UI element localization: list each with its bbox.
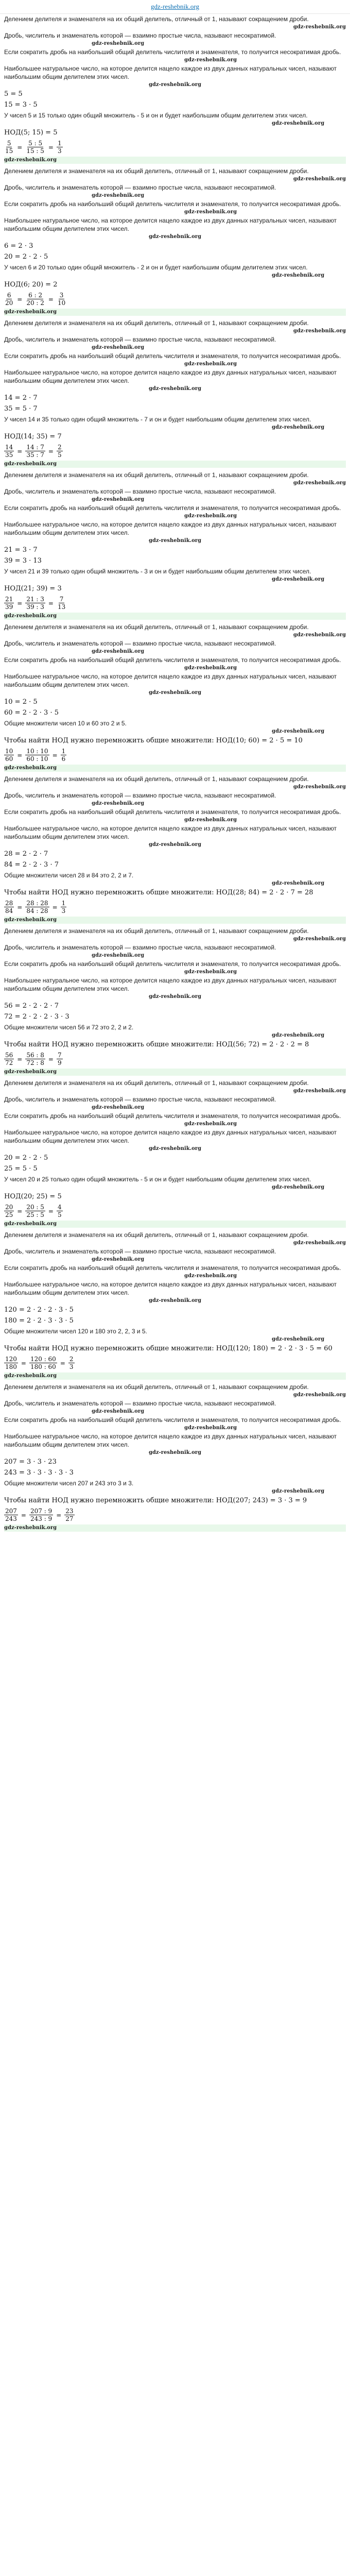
fraction xyxy=(25,140,45,155)
gcd-line: НОД(21; 39) = 3 xyxy=(4,585,62,592)
equals-sign: = xyxy=(21,1511,26,1519)
watermark-text: gdz-reshebnik.org xyxy=(184,361,237,367)
reduction-equation xyxy=(4,444,346,459)
watermark-text: gdz-reshebnik.org xyxy=(92,497,145,502)
watermark-text: gdz-reshebnik.org xyxy=(148,1146,202,1151)
definition-text: Наибольшее натуральное число, на которое делится нацело каждое из двух данных натуральных чисел, называют наибольшим общим делителем этих чисел. xyxy=(4,825,337,840)
fraction xyxy=(64,1507,74,1522)
fraction-denominator: 84 xyxy=(5,907,13,914)
watermark-text: gdz-reshebnik.org xyxy=(4,613,57,619)
highlight-strip xyxy=(4,1524,346,1532)
example-section xyxy=(4,1383,346,1532)
common-factor-note: Общие множители чисел 10 и 60 это 2 и 5. xyxy=(4,720,127,727)
common-factor-note: У чисел 21 и 39 только один общий множитель - 3 и он и будет наибольшим общим делителем этих чисел. xyxy=(4,568,311,575)
factorization-line: 28 = 2 · 2 · 7 xyxy=(4,850,48,858)
fraction-denominator: 25 xyxy=(5,1211,13,1218)
definition-text: Наибольшее натуральное число, на которое делится нацело каждое из двух данных натуральных чисел, называют наибольшим общим делителем этих чисел. xyxy=(4,977,337,992)
fraction xyxy=(25,900,49,914)
factorization-line: 21 = 3 · 7 xyxy=(4,546,38,554)
definition-text: Дробь, числитель и знаменатель которой — взаимно простые числа, называют несократимой. xyxy=(4,1400,276,1407)
definition-text: Наибольшее натуральное число, на которое делится нацело каждое из двух данных натуральных чисел, называют наибольшим общим делителем этих чисел. xyxy=(4,217,337,232)
watermark-text: gdz-reshebnik.org xyxy=(92,41,145,46)
fraction xyxy=(57,444,63,459)
fraction-numerator: 28 : 28 xyxy=(26,900,48,907)
example-section xyxy=(4,623,346,772)
equals-sign: = xyxy=(48,1207,54,1215)
fraction xyxy=(4,1052,14,1066)
definition-text: Дробь, числитель и знаменатель которой — взаимно простые числа, называют несократимой. xyxy=(4,1096,276,1103)
fraction-numerator: 7 xyxy=(57,1052,62,1059)
fraction-numerator: 120 : 60 xyxy=(30,1355,56,1363)
highlight-strip xyxy=(4,1069,346,1076)
common-factor-note: У чисел 5 и 15 только один общий множитель - 5 и он и будет наибольшим общим делителем этих чисел. xyxy=(4,112,308,119)
equals-sign: = xyxy=(17,903,23,911)
watermark-text: gdz-reshebnik.org xyxy=(293,480,346,486)
fraction-numerator: 4 xyxy=(57,1204,62,1211)
watermark-text: gdz-reshebnik.org xyxy=(148,538,202,544)
fraction xyxy=(4,444,14,459)
fraction-numerator: 2 xyxy=(57,444,62,451)
factorization-line: 207 = 3 · 3 · 23 xyxy=(4,1458,57,1466)
equals-sign: = xyxy=(17,295,23,303)
watermark-text: gdz-reshebnik.org xyxy=(92,193,145,198)
watermark-text: gdz-reshebnik.org xyxy=(92,345,145,350)
fraction xyxy=(25,1052,45,1066)
definition-text: Дробь, числитель и знаменатель которой — взаимно простые числа, называют несократимой. xyxy=(4,1248,276,1255)
fraction xyxy=(57,596,66,611)
watermark-text: gdz-reshebnik.org xyxy=(184,969,237,975)
fraction xyxy=(4,292,14,307)
watermark-text: gdz-reshebnik.org xyxy=(184,1121,237,1127)
definition-text: Делением делителя и знаменателя на их общий делитель, отличный от 1, называют сокращением дроби. xyxy=(4,319,309,327)
definition-text: Если сократить дробь на наибольший общий делитель числителя и знаменателя, то получится несократимая дробь. xyxy=(4,808,341,816)
watermark-text: gdz-reshebnik.org xyxy=(148,1450,202,1455)
equals-sign: = xyxy=(56,1511,62,1519)
watermark-text: gdz-reshebnik.org xyxy=(4,309,57,315)
fraction-denominator: 180 : 60 xyxy=(30,1363,56,1370)
definition-text: Дробь, числитель и знаменатель которой — взаимно простые числа, называют несократимой. xyxy=(4,640,276,647)
factorization-line: 10 = 2 · 5 xyxy=(4,698,38,706)
equals-sign: = xyxy=(17,1055,23,1063)
factorization-line: 25 = 5 · 5 xyxy=(4,1165,38,1173)
watermark-text: gdz-reshebnik.org xyxy=(293,24,346,30)
watermark-text: gdz-reshebnik.org xyxy=(92,953,145,958)
factorization-line: 35 = 5 · 7 xyxy=(4,405,38,413)
definition-text: Наибольшее натуральное число, на которое делится нацело каждое из двух данных натуральных чисел, называют наибольшим общим делителем этих чисел. xyxy=(4,521,337,536)
definition-text: Наибольшее натуральное число, на которое делится нацело каждое из двух данных натуральных чисел, называют наибольшим общим делителем этих чисел. xyxy=(4,1433,337,1448)
equals-sign: = xyxy=(48,295,54,303)
watermark-text: gdz-reshebnik.org xyxy=(4,1373,57,1379)
site-header-link[interactable]: gdz-reshebnik.org xyxy=(0,0,350,14)
watermark-text: gdz-reshebnik.org xyxy=(148,994,202,999)
equals-sign: = xyxy=(48,1055,54,1063)
equals-sign: = xyxy=(17,447,23,455)
watermark-text: gdz-reshebnik.org xyxy=(272,880,325,886)
factorization-line: 14 = 2 · 7 xyxy=(4,394,38,402)
fraction-denominator: 5 xyxy=(57,451,62,459)
watermark-text: gdz-reshebnik.org xyxy=(148,386,202,392)
definition-text: Если сократить дробь на наибольший общий делитель числителя и знаменателя, то получится несократимая дробь. xyxy=(4,352,341,360)
fraction-denominator: 243 : 9 xyxy=(30,1515,52,1522)
gcd-line: Чтобы найти НОД нужно перемножить общие множители: НОД(207; 243) = 3 · 3 = 9 xyxy=(4,1497,307,1504)
definition-text: Делением делителя и знаменателя на их общий делитель, отличный от 1, называют сокращением дроби. xyxy=(4,775,309,783)
fraction-denominator: 25 : 5 xyxy=(26,1211,44,1218)
fraction xyxy=(61,748,67,762)
watermark-text: gdz-reshebnik.org xyxy=(293,784,346,790)
equals-sign: = xyxy=(21,1359,26,1367)
watermark-text: gdz-reshebnik.org xyxy=(272,1184,325,1190)
factorization-line: 20 = 2 · 2 · 5 xyxy=(4,1154,48,1162)
watermark-text: gdz-reshebnik.org xyxy=(293,328,346,334)
fraction-numerator: 2 xyxy=(69,1355,74,1363)
factorization-line: 243 = 3 · 3 · 3 · 3 · 3 xyxy=(4,1469,74,1477)
factorization-line: 5 = 5 xyxy=(4,90,23,98)
definition-text: Если сократить дробь на наибольший общий делитель числителя и знаменателя, то получится несократимая дробь. xyxy=(4,48,341,56)
common-factor-note: Общие множители чисел 56 и 72 это 2, 2 и 2. xyxy=(4,1024,134,1031)
fraction-numerator: 120 xyxy=(5,1355,17,1363)
watermark-text: gdz-reshebnik.org xyxy=(272,273,325,278)
definition-text: Делением делителя и знаменателя на их общий делитель, отличный от 1, называют сокращением дроби. xyxy=(4,927,309,935)
factorization-line: 39 = 3 · 13 xyxy=(4,557,42,565)
fraction xyxy=(25,1204,45,1218)
factorization-line: 72 = 2 · 2 · 2 · 3 · 3 xyxy=(4,1013,69,1021)
highlight-strip xyxy=(4,1372,346,1380)
fraction-denominator: 84 : 28 xyxy=(26,907,48,914)
fraction xyxy=(4,1507,18,1522)
watermark-text: gdz-reshebnik.org xyxy=(92,801,145,806)
watermark-text: gdz-reshebnik.org xyxy=(293,176,346,182)
gcd-line: Чтобы найти НОД нужно перемножить общие множители: НОД(120; 180) = 2 · 2 · 3 · 5 = 60 xyxy=(4,1345,332,1352)
fraction-denominator: 35 : 7 xyxy=(26,451,44,459)
watermark-text: gdz-reshebnik.org xyxy=(272,121,325,126)
equals-sign: = xyxy=(17,1207,23,1215)
watermark-text: gdz-reshebnik.org xyxy=(148,82,202,88)
highlight-strip xyxy=(4,461,346,468)
watermark-text: gdz-reshebnik.org xyxy=(4,1069,57,1075)
factorization-line: 84 = 2 · 2 · 3 · 7 xyxy=(4,861,59,869)
fraction-numerator: 21 xyxy=(5,596,13,603)
fraction-numerator: 7 xyxy=(59,596,64,603)
gcd-line: НОД(20; 25) = 5 xyxy=(4,1193,62,1200)
fraction-numerator: 6 : 2 xyxy=(28,292,43,299)
watermark-text: gdz-reshebnik.org xyxy=(148,1298,202,1303)
highlight-strip xyxy=(4,309,346,316)
equals-sign: = xyxy=(48,447,54,455)
fraction-denominator: 6 xyxy=(61,755,66,762)
watermark-text: gdz-reshebnik.org xyxy=(148,842,202,848)
reduction-equation xyxy=(4,748,346,762)
fraction xyxy=(25,444,45,459)
equals-sign: = xyxy=(17,143,23,151)
gcd-line: НОД(14; 35) = 7 xyxy=(4,433,62,440)
factorization-line: 60 = 2 · 2 · 3 · 5 xyxy=(4,709,59,717)
fraction xyxy=(25,292,45,307)
watermark-text: gdz-reshebnik.org xyxy=(293,632,346,638)
fraction-denominator: 13 xyxy=(57,603,66,611)
watermark-text: gdz-reshebnik.org xyxy=(293,1240,346,1246)
watermark-text: gdz-reshebnik.org xyxy=(92,1257,145,1262)
example-section xyxy=(4,1231,346,1380)
watermark-text: gdz-reshebnik.org xyxy=(272,1336,325,1342)
gcd-line: НОД(6; 20) = 2 xyxy=(4,281,58,289)
fraction-denominator: 27 xyxy=(65,1515,74,1522)
solution-content xyxy=(0,15,350,1540)
definition-text: Если сократить дробь на наибольший общий делитель числителя и знаменателя, то получится несократимая дробь. xyxy=(4,200,341,208)
fraction-denominator: 180 xyxy=(5,1363,17,1370)
gcd-line: Чтобы найти НОД нужно перемножить общие множители: НОД(56; 72) = 2 · 2 · 2 = 8 xyxy=(4,1041,309,1048)
watermark-text: gdz-reshebnik.org xyxy=(272,425,325,430)
watermark-text: gdz-reshebnik.org xyxy=(184,513,237,519)
reduction-equation xyxy=(4,1507,346,1522)
fraction-numerator: 6 xyxy=(7,292,11,299)
fraction xyxy=(4,900,14,914)
fraction-numerator: 10 xyxy=(5,748,13,755)
definition-text: Наибольшее натуральное число, на которое делится нацело каждое из двух данных натуральных чисел, называют наибольшим общим делителем этих чисел. xyxy=(4,369,337,384)
watermark-text: gdz-reshebnik.org xyxy=(184,209,237,215)
equals-sign: = xyxy=(60,1359,65,1367)
fraction-denominator: 15 : 5 xyxy=(26,147,44,155)
watermark-text: gdz-reshebnik.org xyxy=(4,157,57,163)
fraction xyxy=(68,1355,75,1370)
fraction-numerator: 14 xyxy=(5,444,13,451)
equals-sign: = xyxy=(48,599,54,607)
fraction-denominator: 5 xyxy=(57,1211,62,1218)
example-section xyxy=(4,167,346,316)
fraction-numerator: 28 xyxy=(5,900,13,907)
equals-sign: = xyxy=(17,751,23,759)
fraction-denominator: 15 xyxy=(5,147,13,155)
reduction-equation xyxy=(4,900,346,914)
factorization-line: 120 = 2 · 2 · 2 · 3 · 5 xyxy=(4,1306,74,1314)
definition-text: Наибольшее натуральное число, на которое делится нацело каждое из двух данных натуральных чисел, называют наибольшим общим делителем этих чисел. xyxy=(4,65,337,80)
fraction xyxy=(57,1052,63,1066)
example-section xyxy=(4,471,346,620)
definition-text: Наибольшее натуральное число, на которое делится нацело каждое из двух данных натуральных чисел, называют наибольшим общим делителем этих чисел. xyxy=(4,1281,337,1296)
fraction-numerator: 5 xyxy=(7,140,11,147)
watermark-text: gdz-reshebnik.org xyxy=(148,234,202,240)
watermark-text: gdz-reshebnik.org xyxy=(92,1105,145,1110)
common-factor-note: У чисел 6 и 20 только один общий множитель - 2 и он и будет наибольшим общим делителем этих чисел. xyxy=(4,264,308,271)
fraction-numerator: 5 : 5 xyxy=(28,140,43,147)
fraction-numerator: 1 xyxy=(61,748,66,755)
watermark-text: gdz-reshebnik.org xyxy=(272,1488,325,1494)
watermark-text: gdz-reshebnik.org xyxy=(92,649,145,654)
factorization-line: 180 = 2 · 2 · 3 · 3 · 5 xyxy=(4,1317,74,1325)
definition-text: Если сократить дробь на наибольший общий делитель числителя и знаменателя, то получится несократимая дробь. xyxy=(4,1416,341,1423)
definition-text: Делением делителя и знаменателя на их общий делитель, отличный от 1, называют сокращением дроби. xyxy=(4,1383,309,1391)
watermark-text: gdz-reshebnik.org xyxy=(293,1392,346,1398)
fraction xyxy=(29,1507,53,1522)
highlight-strip xyxy=(4,1221,346,1228)
fraction-denominator: 60 : 10 xyxy=(26,755,48,762)
reduction-equation xyxy=(4,596,346,611)
example-section xyxy=(4,775,346,924)
common-factor-note: Общие множители чисел 207 и 243 это 3 и 3. xyxy=(4,1480,134,1487)
fraction-numerator: 20 xyxy=(5,1204,13,1211)
watermark-text: gdz-reshebnik.org xyxy=(184,665,237,671)
gcd-line: Чтобы найти НОД нужно перемножить общие множители: НОД(10; 60) = 2 · 5 = 10 xyxy=(4,737,303,744)
definition-text: Наибольшее натуральное число, на которое делится нацело каждое из двух данных натуральных чисел, называют наибольшим общим делителем этих чисел. xyxy=(4,1129,337,1144)
watermark-text: gdz-reshebnik.org xyxy=(184,1425,237,1431)
fraction-denominator: 3 xyxy=(69,1363,74,1370)
reduction-equation xyxy=(4,1204,346,1218)
highlight-strip xyxy=(4,765,346,772)
equals-sign: = xyxy=(52,903,58,911)
fraction-denominator: 35 xyxy=(5,451,13,459)
reduction-equation xyxy=(4,140,346,155)
definition-text: Делением делителя и знаменателя на их общий делитель, отличный от 1, называют сокращением дроби. xyxy=(4,1079,309,1087)
fraction xyxy=(57,1204,63,1218)
fraction xyxy=(4,1355,18,1370)
definition-text: Делением делителя и знаменателя на их общий делитель, отличный от 1, называют сокращением дроби. xyxy=(4,623,309,631)
watermark-text: gdz-reshebnik.org xyxy=(4,461,57,467)
example-section xyxy=(4,927,346,1076)
watermark-text: gdz-reshebnik.org xyxy=(184,57,237,63)
fraction-denominator: 243 xyxy=(5,1515,17,1522)
watermark-text: gdz-reshebnik.org xyxy=(293,1088,346,1094)
factorization-line: 15 = 3 · 5 xyxy=(4,101,38,109)
reduction-equation xyxy=(4,1052,346,1066)
definition-text: Делением делителя и знаменателя на их общий делитель, отличный от 1, называют сокращением дроби. xyxy=(4,471,309,479)
fraction-denominator: 9 xyxy=(57,1059,62,1066)
equals-sign: = xyxy=(52,751,58,759)
watermark-text: gdz-reshebnik.org xyxy=(272,1032,325,1038)
fraction-numerator: 56 xyxy=(5,1052,13,1059)
factorization-line: 56 = 2 · 2 · 2 · 7 xyxy=(4,1002,59,1010)
definition-text: Если сократить дробь на наибольший общий делитель числителя и знаменателя, то получится несократимая дробь. xyxy=(4,656,341,664)
fraction-denominator: 39 : 3 xyxy=(26,603,44,611)
fraction-numerator: 10 : 10 xyxy=(26,748,48,755)
gcd-line: НОД(5; 15) = 5 xyxy=(4,129,58,137)
fraction-denominator: 3 xyxy=(61,907,66,914)
definition-text: Дробь, числитель и знаменатель которой — взаимно простые числа, называют несократимой. xyxy=(4,336,276,343)
watermark-text: gdz-reshebnik.org xyxy=(4,917,57,923)
watermark-text: gdz-reshebnik.org xyxy=(184,1273,237,1279)
definition-text: Дробь, числитель и знаменатель которой — взаимно простые числа, называют несократимой. xyxy=(4,32,276,39)
fraction-numerator: 207 xyxy=(5,1507,17,1515)
factorization-line: 6 = 2 · 3 xyxy=(4,242,33,250)
factorization-line: 20 = 2 · 2 · 5 xyxy=(4,253,48,261)
watermark-text: gdz-reshebnik.org xyxy=(272,728,325,734)
equals-sign: = xyxy=(48,143,54,151)
fraction-numerator: 14 : 7 xyxy=(26,444,44,451)
definition-text: Дробь, числитель и знаменатель которой — взаимно простые числа, называют несократимой. xyxy=(4,792,276,799)
fraction xyxy=(57,140,63,155)
definition-text: Дробь, числитель и знаменатель которой — взаимно простые числа, называют несократимой. xyxy=(4,488,276,495)
fraction-denominator: 60 xyxy=(5,755,13,762)
fraction-numerator: 1 xyxy=(61,900,66,907)
fraction-denominator: 3 xyxy=(57,147,62,155)
fraction-denominator: 10 xyxy=(57,299,66,307)
reduction-equation xyxy=(4,1355,346,1370)
fraction-denominator: 20 : 2 xyxy=(26,299,44,307)
highlight-strip xyxy=(4,613,346,620)
reduction-equation xyxy=(4,292,346,307)
fraction-numerator: 21 : 3 xyxy=(26,596,44,603)
gcd-line: Чтобы найти НОД нужно перемножить общие множители: НОД(28; 84) = 2 · 2 · 7 = 28 xyxy=(4,889,313,896)
equals-sign: = xyxy=(17,599,23,607)
watermark-text: gdz-reshebnik.org xyxy=(4,1221,57,1227)
definition-text: Если сократить дробь на наибольший общий делитель числителя и знаменателя, то получится несократимая дробь. xyxy=(4,504,341,512)
fraction-denominator: 72 xyxy=(5,1059,13,1066)
definition-text: Если сократить дробь на наибольший общий делитель числителя и знаменателя, то получится несократимая дробь. xyxy=(4,1112,341,1120)
definition-text: Делением делителя и знаменателя на их общий делитель, отличный от 1, называют сокращением дроби. xyxy=(4,15,309,23)
definition-text: Если сократить дробь на наибольший общий делитель числителя и знаменателя, то получится несократимая дробь. xyxy=(4,960,341,968)
fraction-numerator: 3 xyxy=(59,292,64,299)
fraction-numerator: 23 xyxy=(65,1507,74,1515)
fraction-denominator: 72 : 8 xyxy=(26,1059,44,1066)
fraction-denominator: 20 xyxy=(5,299,13,307)
fraction xyxy=(61,900,67,914)
fraction xyxy=(4,596,14,611)
watermark-text: gdz-reshebnik.org xyxy=(293,936,346,942)
common-factor-note: У чисел 20 и 25 только один общий множитель - 5 и он и будет наибольшим общим делителем этих чисел. xyxy=(4,1176,311,1183)
watermark-text: gdz-reshebnik.org xyxy=(4,765,57,771)
watermark-text: gdz-reshebnik.org xyxy=(184,817,237,823)
definition-text: Делением делителя и знаменателя на их общий делитель, отличный от 1, называют сокращением дроби. xyxy=(4,167,309,175)
fraction xyxy=(4,140,14,155)
example-section xyxy=(4,15,346,164)
fraction-numerator: 20 : 5 xyxy=(26,1204,44,1211)
highlight-strip xyxy=(4,157,346,164)
example-section xyxy=(4,1079,346,1228)
example-section xyxy=(4,319,346,468)
fraction xyxy=(29,1355,57,1370)
common-factor-note: У чисел 14 и 35 только один общий множитель - 7 и он и будет наибольшим общим делителем этих чисел. xyxy=(4,416,311,423)
fraction xyxy=(4,1204,14,1218)
common-factor-note: Общие множители чисел 120 и 180 это 2, 2, 3 и 5. xyxy=(4,1328,147,1335)
highlight-strip xyxy=(4,917,346,924)
definition-text: Дробь, числитель и знаменатель которой — взаимно простые числа, называют несократимой. xyxy=(4,184,276,191)
fraction xyxy=(57,292,66,307)
fraction xyxy=(25,596,45,611)
watermark-text: gdz-reshebnik.org xyxy=(148,690,202,696)
watermark-text: gdz-reshebnik.org xyxy=(92,1409,145,1414)
definition-text: Делением делителя и знаменателя на их общий делитель, отличный от 1, называют сокращением дроби. xyxy=(4,1231,309,1239)
definition-text: Дробь, числитель и знаменатель которой — взаимно простые числа, называют несократимой. xyxy=(4,944,276,951)
common-factor-note: Общие множители чисел 28 и 84 это 2, 2 и 7. xyxy=(4,872,134,879)
fraction xyxy=(25,748,49,762)
watermark-text: gdz-reshebnik.org xyxy=(272,577,325,582)
fraction-numerator: 56 : 8 xyxy=(26,1052,44,1059)
fraction xyxy=(4,748,14,762)
watermark-text: gdz-reshebnik.org xyxy=(4,1525,57,1531)
definition-text: Наибольшее натуральное число, на которое делится нацело каждое из двух данных натуральных чисел, называют наибольшим общим делителем этих чисел. xyxy=(4,673,337,688)
fraction-numerator: 1 xyxy=(57,140,62,147)
fraction-numerator: 207 : 9 xyxy=(30,1507,52,1515)
definition-text: Если сократить дробь на наибольший общий делитель числителя и знаменателя, то получится несократимая дробь. xyxy=(4,1264,341,1272)
fraction-denominator: 39 xyxy=(5,603,13,611)
